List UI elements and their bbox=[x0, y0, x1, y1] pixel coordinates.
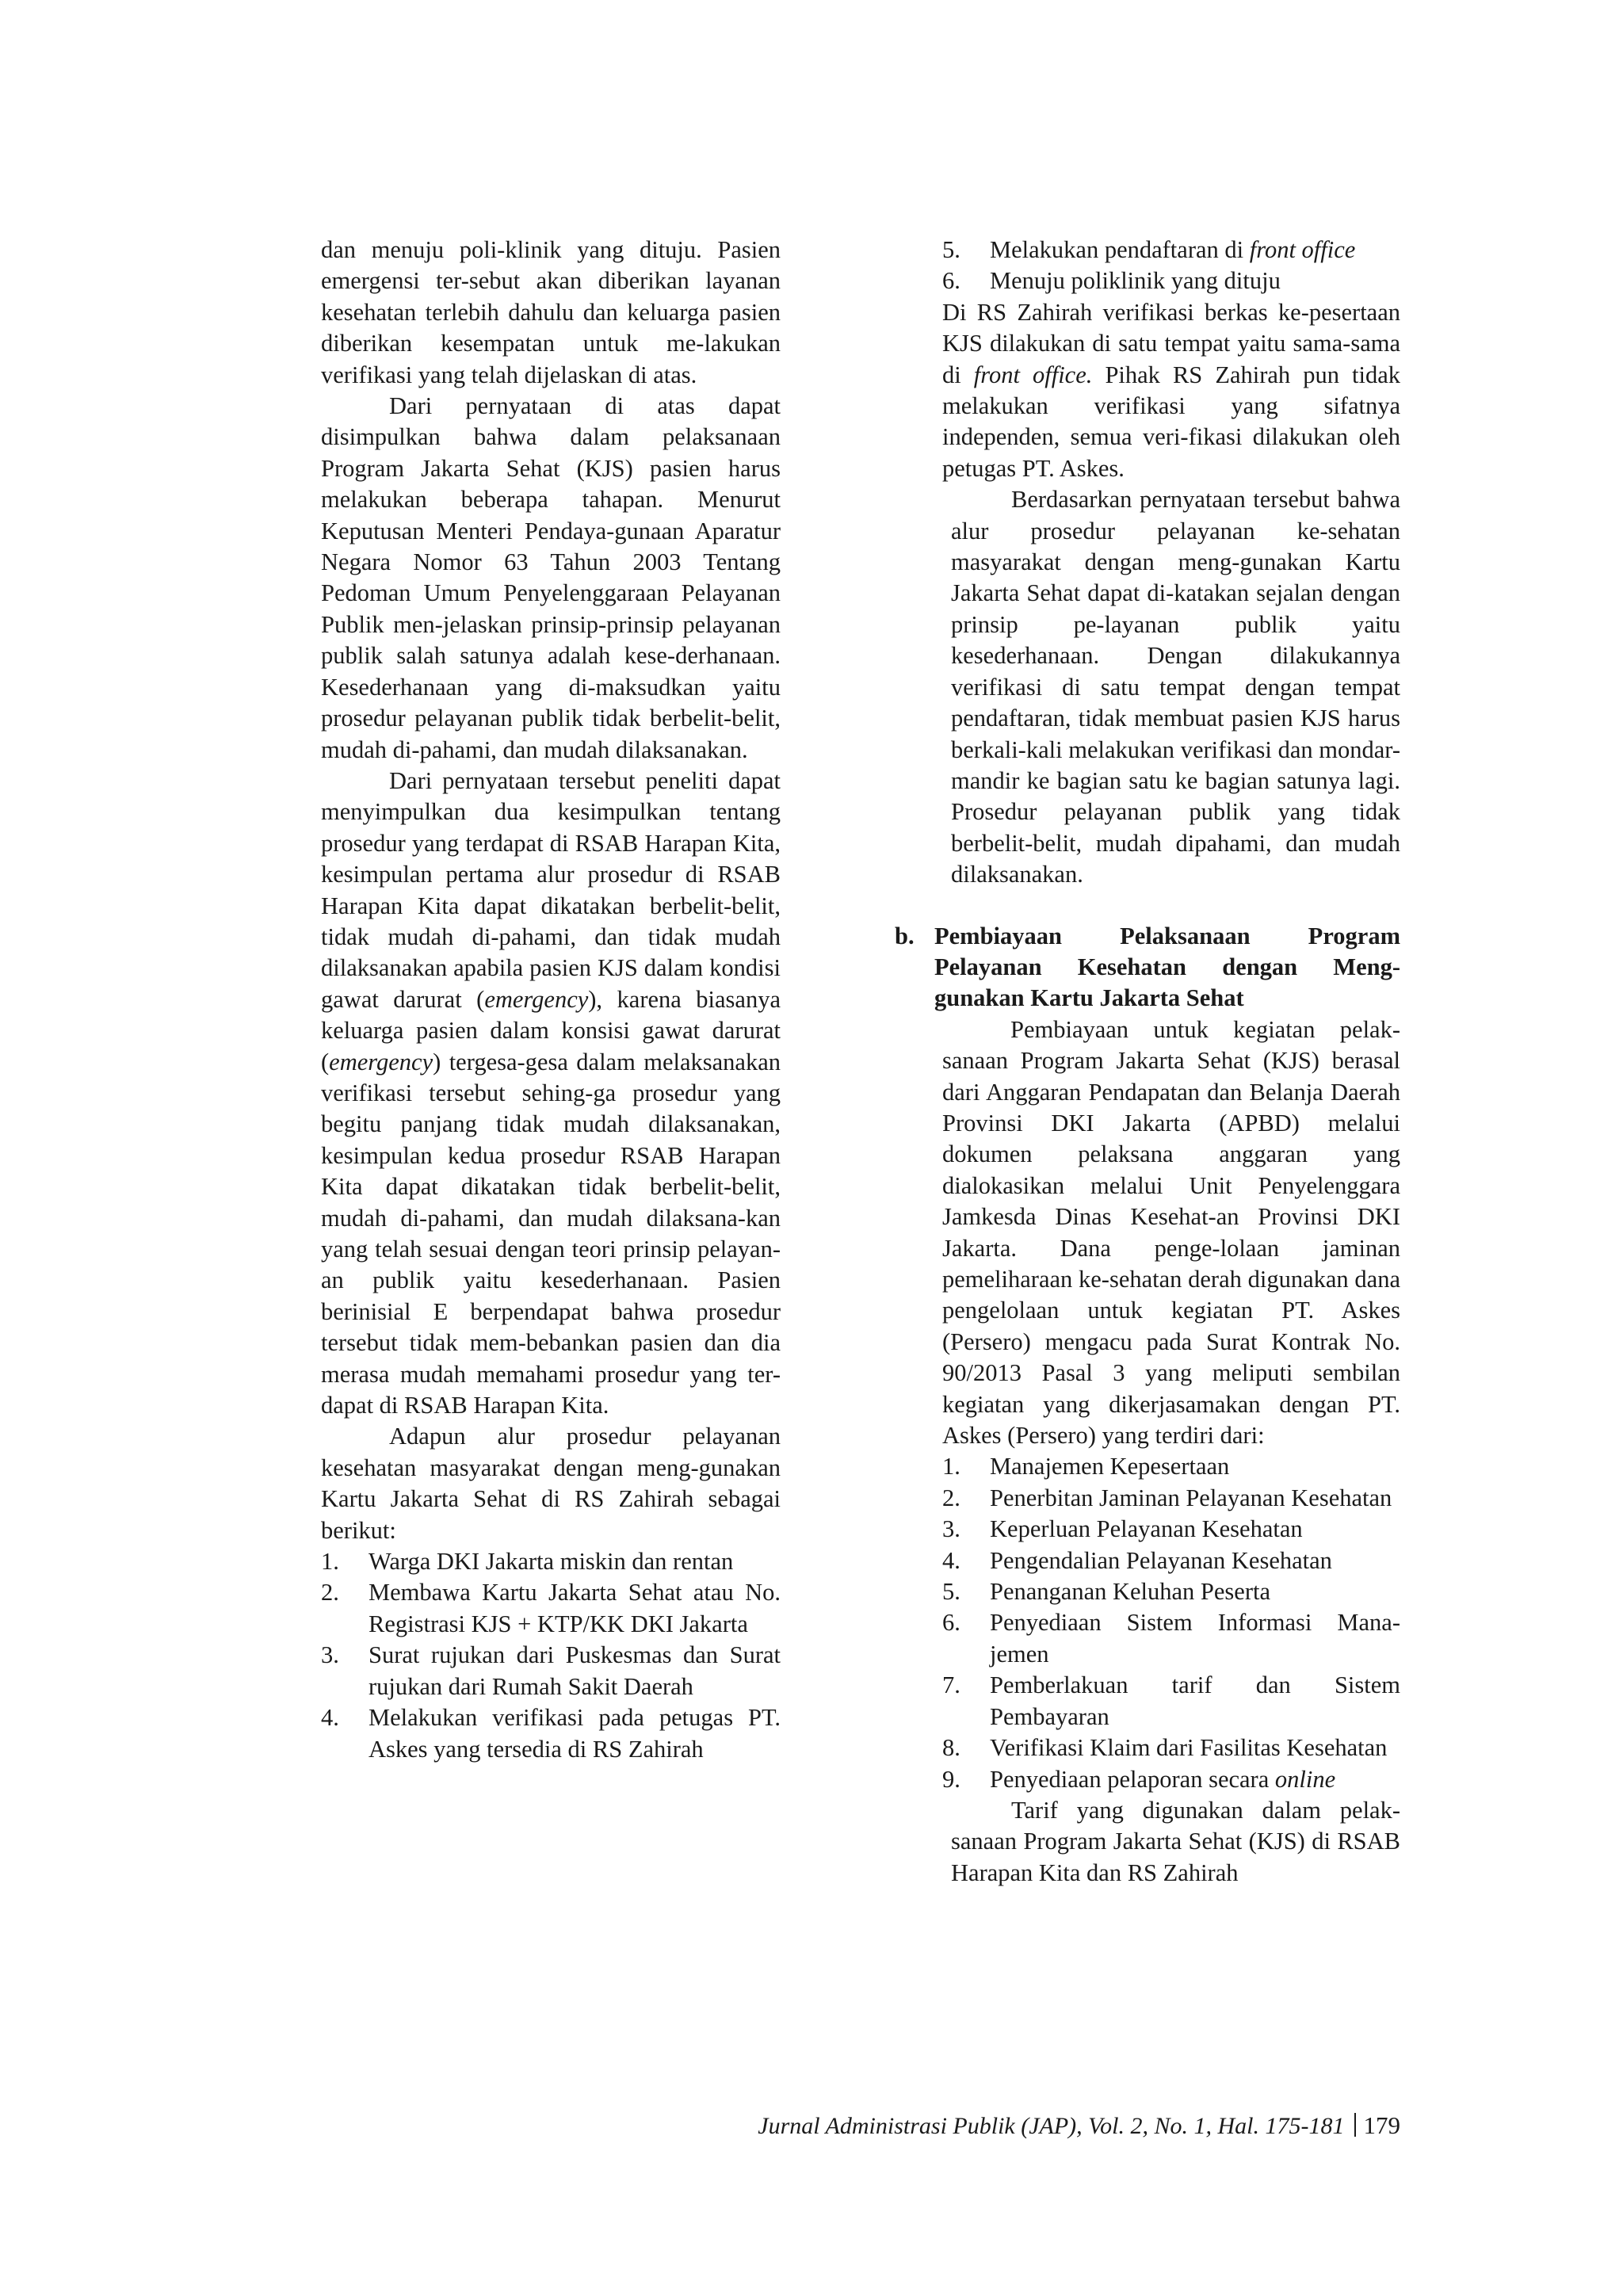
italic-term: front office bbox=[1249, 236, 1356, 263]
list-number: 8. bbox=[942, 1734, 960, 1762]
list-item bbox=[321, 1577, 781, 1640]
page-number: 179 bbox=[1363, 2111, 1400, 2139]
journal-citation: Jurnal Administrasi Publik (JAP), Vol. 2, No. 1, Hal. 175-181 bbox=[758, 2113, 1345, 2139]
section-heading bbox=[895, 921, 1400, 1014]
paragraph-text: ) tergesa-gesa dalam melaksanakan verifikasi tersebut sehing-ga prosedur yang begitu panjang tidak mudah dilaksanakan, kesimpulan kedua prosedur RSAB Harapan Kita dapat dikatakan tidak berbelit-belit, mudah di-pahami, dan mudah dilaksana-kan yang telah sesuai dengan teori prinsip pelayan-an publik yaitu kesederhanaan. Pasien berinisial E berpendapat bahwa prosedur tersebut tidak mem-bebankan pasien dan dia merasa mudah memahami prosedur yang ter-dapat di RSAB Harapan Kita. bbox=[321, 1048, 781, 1419]
list-text: Membawa Kartu Jakarta Sehat atau No. Registrasi KJS + KTP/KK DKI Jakarta bbox=[369, 1579, 781, 1637]
right-column bbox=[895, 235, 1400, 1889]
list-text: Penanganan Keluhan Peserta bbox=[990, 1578, 1271, 1606]
list-number: 7. bbox=[942, 1671, 960, 1699]
list-number: 2. bbox=[942, 1484, 960, 1511]
list-item bbox=[942, 1670, 1400, 1733]
paragraph: dan menuju poli-klinik yang dituju. Pasien emergensi ter-sebut akan diberikan layanan kesehatan terlebih dahulu dan keluarga pasien diberikan kesempatan untuk me-lakukan verifikasi yang telah dijelaskan di atas. bbox=[321, 236, 781, 388]
list-number: 9. bbox=[942, 1765, 960, 1793]
italic-term: front office. bbox=[973, 361, 1093, 388]
list-item bbox=[942, 1764, 1400, 1795]
list-text: Verifikasi Klaim dari Fasilitas Kesehatan bbox=[990, 1734, 1388, 1762]
list-number: 4. bbox=[321, 1704, 339, 1732]
list-number: 5. bbox=[942, 1578, 960, 1606]
list-number: 6. bbox=[942, 1609, 960, 1637]
list-number: 1. bbox=[942, 1453, 960, 1480]
left-column bbox=[321, 235, 781, 1765]
activities-list bbox=[942, 1451, 1400, 1794]
section-letter: b. bbox=[895, 922, 915, 949]
list-text bbox=[990, 235, 1400, 266]
list-number: 2. bbox=[321, 1579, 339, 1606]
paragraph-text: Pihak RS Zahirah pun tidak melakukan verifikasi yang sifatnya independen, semua veri-fikasi dilakukan oleh petugas PT. Askes. bbox=[942, 361, 1400, 482]
paragraph: Dari pernyataan di atas dapat disimpulkan bahwa dalam pelaksanaan Program Jakarta Sehat (KJS) pasien harus melakukan beberapa tahapan. Menurut Keputusan Menteri Pendaya-gunaan Aparatur Negara Nomor 63 Tahun 2003 Tentang Pedoman Umum Penyelenggaraan Pelayanan Publik men-jelaskan prinsip-prinsip pelayanan publik salah satunya adalah kese-derhanaan. Kesederhanaan yang di-maksudkan yaitu prosedur pelayanan publik tidak berbelit-belit, mudah di-pahami, dan mudah dilaksanakan. bbox=[321, 392, 781, 763]
list-text: Penerbitan Jaminan Pelayanan Kesehatan bbox=[990, 1484, 1392, 1511]
list-item bbox=[942, 1576, 1400, 1607]
list-number: 3. bbox=[321, 1641, 339, 1669]
list-number: 3. bbox=[942, 1515, 960, 1543]
list-number: 1. bbox=[321, 1548, 339, 1576]
paragraph-text: Dari pernyataan tersebut peneliti dapat menyimpulkan dua kesimpulkan tentang prosedur yang terdapat di RSAB Harapan Kita, kesimpulan pertama alur prosedur di RSAB Harapan Kita dapat dikatakan berbelit-belit, tidak mudah di-pahami, dan tidak mudah dilaksanakan apabila pasien KJS dalam kondisi gawat darurat ( bbox=[321, 766, 781, 1013]
page-footer bbox=[682, 2110, 1400, 2142]
list-text: Pemberlakuan tarif dan Sistem Pembayaran bbox=[990, 1671, 1400, 1730]
list-item bbox=[321, 1546, 781, 1577]
procedure-list-continued bbox=[942, 235, 1400, 297]
procedure-list bbox=[321, 1546, 781, 1765]
list-item bbox=[942, 235, 1400, 266]
list-text: Menuju poliklinik yang dituju bbox=[990, 267, 1281, 295]
list-item bbox=[942, 266, 1400, 296]
paragraph bbox=[321, 766, 781, 1422]
paragraph: Pembiayaan untuk kegiatan pelak-sanaan Program Jakarta Sehat (KJS) berasal dari Anggaran Pendapatan dan Belanja Daerah Provinsi DKI Jakarta (APBD) melalui dokumen pelaksana anggaran yang dialokasikan melalui Unit Penyelenggara Jamkesda Dinas Kesehat-an Provinsi DKI Jakarta. Dana penge-lolaan jaminan pemeliharaan ke-sehatan derah digunakan dana pengelolaan untuk kegiatan PT. Askes (Persero) mengacu pada Surat Kontrak No. 90/2013 Pasal 3 yang meliputi sembilan kegiatan yang dikerjasamakan dengan PT. Askes (Persero) yang terdiri dari: bbox=[942, 1015, 1400, 1450]
list-text: Pengendalian Pelayanan Kesehatan bbox=[990, 1546, 1332, 1574]
paragraph: Adapun alur prosedur pelayanan kesehatan masyarakat dengan meng-gunakan Kartu Jakarta Sehat di RS Zahirah sebagai berikut: bbox=[321, 1423, 781, 1544]
list-item bbox=[321, 1640, 781, 1702]
list-number: 4. bbox=[942, 1546, 960, 1574]
list-text-plain: Penyediaan pelaporan secara bbox=[990, 1765, 1275, 1793]
list-item bbox=[942, 1545, 1400, 1576]
list-item bbox=[321, 1702, 781, 1765]
italic-term: online bbox=[1274, 1765, 1336, 1793]
list-text: Penyediaan Sistem Informasi Mana-jemen bbox=[990, 1609, 1400, 1668]
paragraph: Tarif yang digunakan dalam pelak-sanaan Program Jakarta Sehat (KJS) di RSAB Harapan Kita dan RS Zahirah bbox=[951, 1796, 1400, 1886]
italic-term: emergency bbox=[329, 1048, 433, 1075]
list-number: 6. bbox=[942, 267, 960, 295]
italic-term: emergency bbox=[484, 985, 589, 1013]
section-title: Pembiayaan Pelaksanaan Program Pelayanan Kesehatan dengan Meng-gunakan Kartu Jakarta Sehat bbox=[934, 922, 1400, 1012]
paragraph-text: Di RS Zahirah verifikasi berkas ke-pesertaan KJS dilakukan di satu tempat yaitu sama-sama di bbox=[942, 298, 1400, 388]
list-text: Melakukan verifikasi pada petugas PT. Askes yang tersedia di RS Zahirah bbox=[369, 1704, 781, 1763]
list-number: 5. bbox=[942, 236, 960, 263]
list-text-plain: Melakukan pendaftaran di bbox=[990, 236, 1250, 263]
list-text: Warga DKI Jakarta miskin dan rentan bbox=[369, 1548, 734, 1576]
list-text bbox=[990, 1764, 1400, 1795]
list-item bbox=[942, 1483, 1400, 1514]
footer-divider bbox=[1354, 2113, 1356, 2137]
list-text: Manajemen Kepesertaan bbox=[990, 1453, 1230, 1480]
paragraph bbox=[942, 297, 1400, 484]
list-item bbox=[942, 1607, 1400, 1670]
list-text: Keperluan Pelayanan Kesehatan bbox=[990, 1515, 1303, 1543]
list-item bbox=[942, 1451, 1400, 1482]
paragraph-text: ), karena biasanya keluarga pasien dalam konsisi gawat darurat ( bbox=[321, 985, 781, 1075]
list-item bbox=[942, 1514, 1400, 1545]
list-item bbox=[942, 1733, 1400, 1763]
paragraph: Berdasarkan pernyataan tersebut bahwa alur prosedur pelayanan ke-sehatan masyarakat dengan meng-gunakan Kartu Jakarta Sehat dapat di-katakan sejalan dengan prinsip pe-layanan publik yaitu kesederhanaan. Dengan dilakukannya verifikasi di satu tempat dengan tempat pendaftaran, tidak membuat pasien KJS harus berkali-kali melakukan verifikasi dan mondar-mandir ke bagian satu ke bagian satunya lagi. Prosedur pelayanan publik yang tidak berbelit-belit, mudah dipahami, dan mudah dilaksanakan. bbox=[951, 486, 1400, 888]
list-text: Surat rujukan dari Puskesmas dan Surat rujukan dari Rumah Sakit Daerah bbox=[369, 1641, 781, 1700]
